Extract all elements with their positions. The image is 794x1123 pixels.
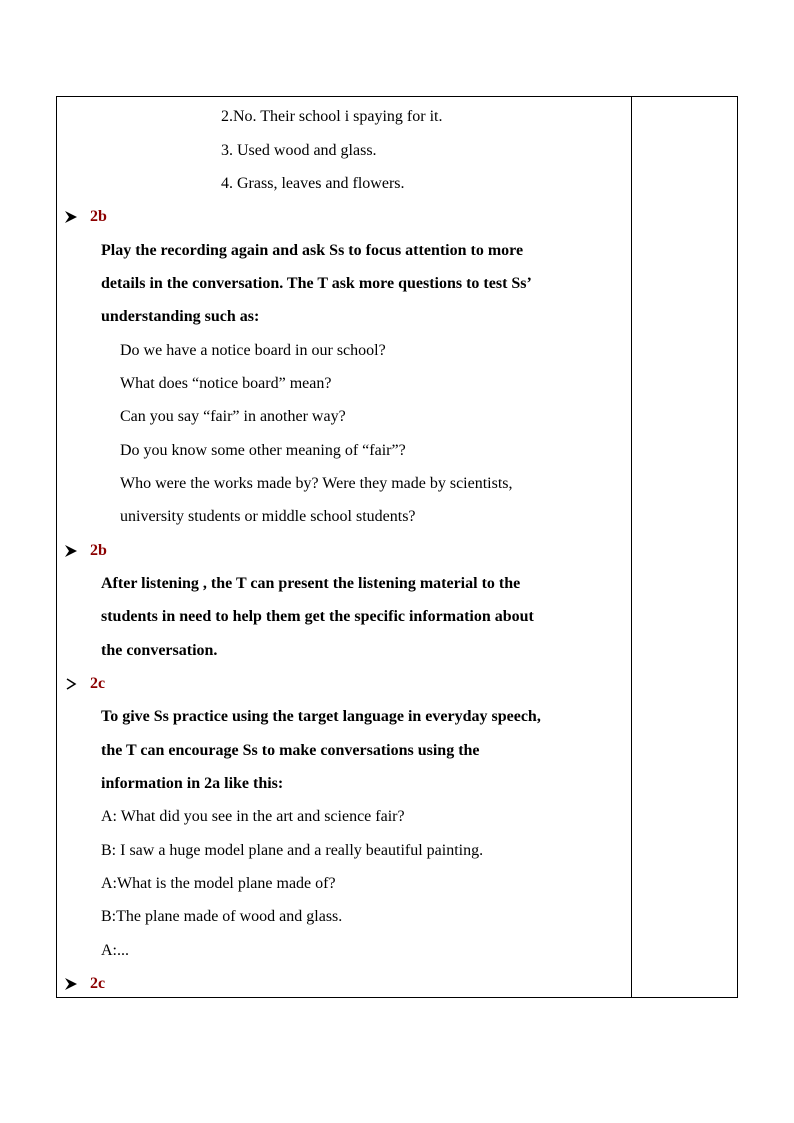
arrowhead-bullet-icon xyxy=(64,210,78,224)
dialogue-line: A:What is the model plane made of? xyxy=(101,875,336,892)
instruction-line: students in need to help them get the specific information about xyxy=(101,608,534,625)
instruction-line: Play the recording again and ask Ss to focus attention to more xyxy=(101,242,524,259)
question-line: What does “notice board” mean? xyxy=(120,375,332,392)
dialogue-line: B: I saw a huge model plane and a really beautiful painting. xyxy=(101,842,484,859)
lesson-table xyxy=(56,96,738,998)
section-header xyxy=(64,973,105,995)
instruction-line: information in 2a like this: xyxy=(101,775,284,792)
answer-line: 2.No. Their school i spaying for it. xyxy=(221,108,443,125)
dialogue-line: A:... xyxy=(101,942,129,959)
instruction-line: the conversation. xyxy=(101,642,218,659)
dialogue-line: B:The plane made of wood and glass. xyxy=(101,908,343,925)
section-header xyxy=(64,206,107,228)
instruction-line: details in the conversation. The T ask more questions to test Ss’ xyxy=(101,275,532,292)
dialogue-line: A: What did you see in the art and science fair? xyxy=(101,808,405,825)
section-header xyxy=(64,673,105,695)
section-label: 2c xyxy=(90,975,106,992)
question-line: Who were the works made by? Were they made by scientists, xyxy=(120,475,513,492)
question-line: Do we have a notice board in our school? xyxy=(120,342,386,359)
section-label: 2b xyxy=(90,208,107,225)
arrowhead-outline-bullet-icon xyxy=(64,677,78,691)
section-header xyxy=(64,540,107,562)
arrowhead-bullet-icon xyxy=(64,977,78,991)
question-line: Do you know some other meaning of “fair”? xyxy=(120,442,406,459)
column-divider xyxy=(631,96,632,998)
question-line: Can you say “fair” in another way? xyxy=(120,408,346,425)
answer-line: 4. Grass, leaves and flowers. xyxy=(221,175,405,192)
instruction-line: the T can encourage Ss to make conversations using the xyxy=(101,742,480,759)
instruction-line: understanding such as: xyxy=(101,308,260,325)
question-line: university students or middle school students? xyxy=(120,508,416,525)
section-label: 2c xyxy=(90,675,106,692)
arrowhead-bullet-icon xyxy=(64,544,78,558)
answer-line: 3. Used wood and glass. xyxy=(221,142,377,159)
instruction-line: After listening , the T can present the listening material to the xyxy=(101,575,521,592)
instruction-line: To give Ss practice using the target language in everyday speech, xyxy=(101,708,541,725)
section-label: 2b xyxy=(90,542,107,559)
